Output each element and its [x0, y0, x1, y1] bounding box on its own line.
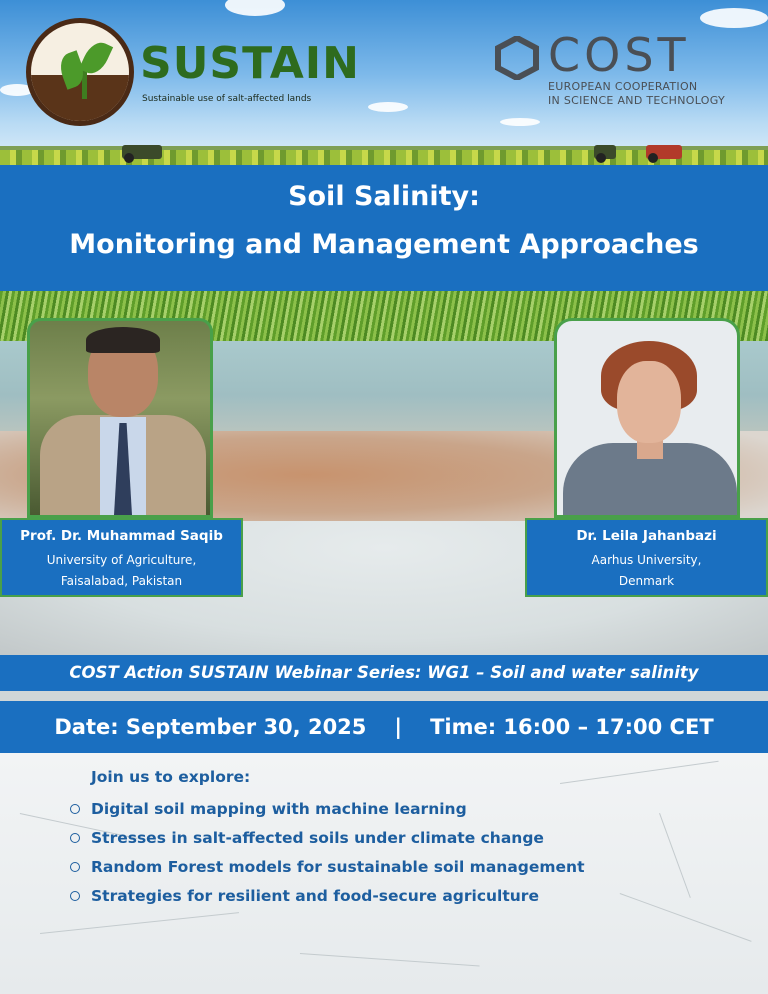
affiliation-line: Faisalabad, Pakistan [60, 574, 183, 588]
event-date: Date: September 30, 2025 [54, 715, 367, 739]
bullet-icon [70, 862, 80, 872]
cost-logo-icon [494, 36, 540, 80]
speaker-affiliation [527, 550, 766, 592]
cloud [225, 0, 285, 16]
partner-sub-line-2: IN SCIENCE AND TECHNOLOGY [548, 94, 726, 107]
logo-tagline: Sustainable use of salt-affected lands [142, 94, 312, 104]
bullet-icon [70, 833, 80, 843]
bullet-icon [70, 891, 80, 901]
speaker-photo-2 [554, 318, 740, 518]
sustain-logo-icon [26, 18, 134, 126]
affiliation-line: Denmark [618, 574, 675, 588]
title-line-1: Soil Salinity: [288, 181, 480, 212]
face [617, 361, 681, 443]
speaker-photo-1 [27, 318, 213, 518]
list-item [70, 798, 585, 827]
explore-heading: Join us to explore: [91, 768, 251, 786]
title-band [0, 165, 768, 291]
partner-subtitle [548, 80, 725, 108]
topic-text: Random Forest models for sustainable soil management [91, 858, 585, 876]
affiliation-line: Aarhus University, [591, 553, 702, 567]
list-item [70, 856, 585, 885]
schedule-band [0, 701, 768, 753]
event-time: Time: 16:00 – 17:00 CET [430, 715, 714, 739]
speaker-name: Prof. Dr. Muhammad Saqib [20, 528, 223, 544]
partner-name: COST [548, 28, 690, 82]
tractor-icon [646, 145, 682, 159]
topic-text: Digital soil mapping with machine learning [91, 800, 467, 818]
tractor-icon [122, 145, 162, 159]
topic-text: Strategies for resilient and food-secure agriculture [91, 887, 539, 905]
speaker-name: Dr. Leila Jahanbazi [576, 528, 717, 544]
tractor-icon [594, 145, 616, 159]
cloud [500, 118, 540, 126]
logo-name: SUSTAIN [140, 38, 360, 89]
cloud [700, 8, 768, 28]
bullet-icon [70, 804, 80, 814]
speaker-caption-2 [525, 518, 768, 597]
topic-text: Stresses in salt-affected soils under climate change [91, 829, 544, 847]
series-title: COST Action SUSTAIN Webinar Series: WG1 – Soil and water salinity [0, 655, 768, 691]
schedule-separator: | [394, 715, 403, 739]
cloud [368, 102, 408, 112]
list-item [70, 885, 585, 914]
list-item [70, 827, 585, 856]
hair [86, 327, 160, 353]
header-banner [0, 0, 768, 165]
title-line-2: Monitoring and Management Approaches [69, 229, 699, 260]
affiliation-line: University of Agriculture, [46, 553, 197, 567]
speaker-affiliation [2, 550, 241, 592]
partner-sub-line-1: EUROPEAN COOPERATION [548, 80, 698, 93]
speaker-caption-1 [0, 518, 243, 597]
photo-strip [0, 691, 768, 701]
topic-list [70, 798, 585, 914]
